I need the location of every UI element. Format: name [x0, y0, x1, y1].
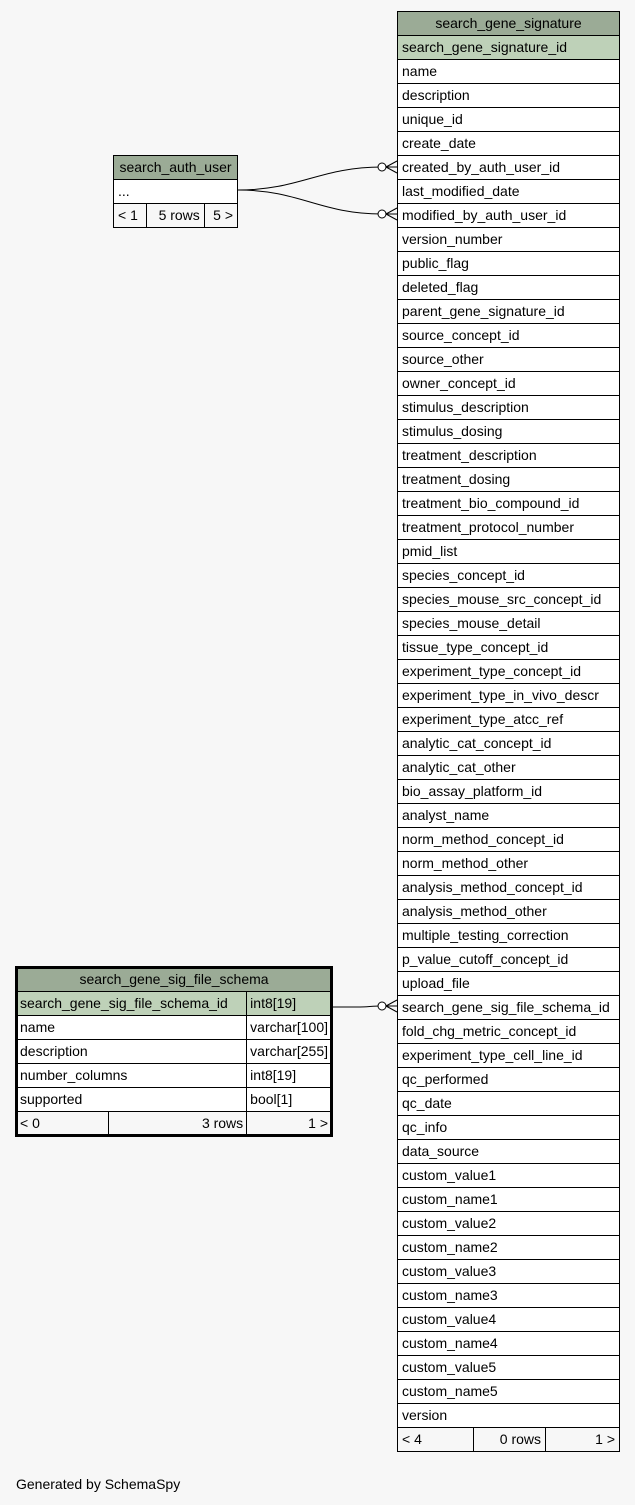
- column-name: norm_method_other: [398, 852, 620, 876]
- column-name: created_by_auth_user_id: [398, 156, 620, 180]
- column-name: custom_value1: [398, 1164, 620, 1188]
- column-name: qc_info: [398, 1116, 620, 1140]
- column-name: stimulus_dosing: [398, 420, 620, 444]
- column-name: custom_name3: [398, 1284, 620, 1308]
- table-row: [398, 708, 620, 732]
- column-name: search_gene_sig_file_schema_id: [398, 996, 620, 1020]
- table-search-auth-user[interactable]: [113, 155, 238, 228]
- table-row: [398, 348, 620, 372]
- table-row: [398, 204, 620, 228]
- column-name: search_gene_sig_file_schema_id: [17, 992, 247, 1016]
- table-row: [398, 108, 620, 132]
- table-row: [398, 684, 620, 708]
- table-row: [398, 972, 620, 996]
- table-row: [398, 1092, 620, 1116]
- parents-count: < 0: [17, 1112, 109, 1136]
- table-row: [398, 948, 620, 972]
- parents-count: < 1: [114, 204, 147, 228]
- edge-file-schema: [331, 1006, 382, 1007]
- table-row: [398, 372, 620, 396]
- table-row: [398, 564, 620, 588]
- table-row: [398, 1020, 620, 1044]
- table-row: [398, 852, 620, 876]
- column-name: deleted_flag: [398, 276, 620, 300]
- column-name: experiment_type_concept_id: [398, 660, 620, 684]
- table-search-gene-sig-file-schema[interactable]: [16, 967, 332, 1136]
- column-name: parent_gene_signature_id: [398, 300, 620, 324]
- table-row: [398, 612, 620, 636]
- table-row: [398, 1236, 620, 1260]
- table-row: [398, 1140, 620, 1164]
- table-row: [398, 1068, 620, 1092]
- column-name: analyst_name: [398, 804, 620, 828]
- table-row: [398, 1260, 620, 1284]
- children-count: 1 >: [546, 1428, 620, 1452]
- column-name: custom_name5: [398, 1380, 620, 1404]
- column-name: multiple_testing_correction: [398, 924, 620, 948]
- column-type: bool[1]: [247, 1088, 332, 1112]
- table-row: [398, 1332, 620, 1356]
- column-name: unique_id: [398, 108, 620, 132]
- table-row: [398, 324, 620, 348]
- table-row: [398, 276, 620, 300]
- table-row: [398, 1284, 620, 1308]
- collapsed-columns: ...: [114, 180, 238, 204]
- column-name: description: [17, 1040, 247, 1064]
- column-name: fold_chg_metric_concept_id: [398, 1020, 620, 1044]
- table-row: [17, 1016, 332, 1040]
- edge-created-by-crowfoot: [386, 161, 397, 173]
- parents-count: < 4: [398, 1428, 474, 1452]
- edge-modified-by-zero-marker: [378, 210, 386, 218]
- column-name: treatment_bio_compound_id: [398, 492, 620, 516]
- generated-by-label: Generated by SchemaSpy: [16, 1476, 181, 1492]
- column-name: bio_assay_platform_id: [398, 780, 620, 804]
- table-row: [398, 132, 620, 156]
- table-row: [398, 780, 620, 804]
- table-row: [398, 60, 620, 84]
- table-row: [398, 540, 620, 564]
- column-name: norm_method_concept_id: [398, 828, 620, 852]
- table-row: [398, 156, 620, 180]
- table-row: [398, 1188, 620, 1212]
- column-name: species_concept_id: [398, 564, 620, 588]
- table-row: [17, 1040, 332, 1064]
- row-count: 3 rows: [109, 1112, 247, 1136]
- table-row: [398, 420, 620, 444]
- column-name: version: [398, 1404, 620, 1428]
- column-name: name: [398, 60, 620, 84]
- column-name: stimulus_description: [398, 396, 620, 420]
- column-name: species_mouse_src_concept_id: [398, 588, 620, 612]
- column-name: experiment_type_in_vivo_descr: [398, 684, 620, 708]
- column-name: search_gene_signature_id: [398, 36, 620, 60]
- table-row: [398, 252, 620, 276]
- table-row: [17, 1088, 332, 1112]
- table-title[interactable]: search_auth_user: [114, 156, 238, 180]
- column-name: treatment_protocol_number: [398, 516, 620, 540]
- column-type: int8[19]: [247, 992, 332, 1016]
- column-name: p_value_cutoff_concept_id: [398, 948, 620, 972]
- edge-file-schema-crowfoot: [386, 1000, 397, 1012]
- table-row: [398, 468, 620, 492]
- table-row: [398, 660, 620, 684]
- table-row: [398, 516, 620, 540]
- column-name: supported: [17, 1088, 247, 1112]
- table-row: [398, 756, 620, 780]
- column-name: modified_by_auth_user_id: [398, 204, 620, 228]
- column-name: tissue_type_concept_id: [398, 636, 620, 660]
- column-type: varchar[255]: [247, 1040, 332, 1064]
- column-name: number_columns: [17, 1064, 247, 1088]
- table-row: [398, 924, 620, 948]
- column-name: description: [398, 84, 620, 108]
- column-name: qc_date: [398, 1092, 620, 1116]
- column-name: treatment_dosing: [398, 468, 620, 492]
- table-row: [398, 732, 620, 756]
- table-row: [398, 828, 620, 852]
- column-name: data_source: [398, 1140, 620, 1164]
- table-row: [17, 1064, 332, 1088]
- table-row: [398, 1164, 620, 1188]
- table-row: [398, 876, 620, 900]
- edge-modified-by-auth-user: [238, 190, 382, 214]
- table-row: [398, 84, 620, 108]
- table-row: [398, 1356, 620, 1380]
- column-name: public_flag: [398, 252, 620, 276]
- column-name: create_date: [398, 132, 620, 156]
- column-name: analysis_method_concept_id: [398, 876, 620, 900]
- column-name: species_mouse_detail: [398, 612, 620, 636]
- table-row: [398, 396, 620, 420]
- edge-created-by-auth-user: [238, 167, 382, 190]
- column-name: source_other: [398, 348, 620, 372]
- table-row: [398, 804, 620, 828]
- column-name: custom_name2: [398, 1236, 620, 1260]
- column-name: custom_name1: [398, 1188, 620, 1212]
- table-row: [398, 228, 620, 252]
- children-count: 5 >: [204, 204, 237, 228]
- column-name: qc_performed: [398, 1068, 620, 1092]
- column-name: version_number: [398, 228, 620, 252]
- column-name: last_modified_date: [398, 180, 620, 204]
- table-row: [398, 1044, 620, 1068]
- table-row: [398, 588, 620, 612]
- column-name: experiment_type_cell_line_id: [398, 1044, 620, 1068]
- edge-file-schema-zero-marker: [378, 1002, 386, 1010]
- column-name: experiment_type_atcc_ref: [398, 708, 620, 732]
- table-title[interactable]: search_gene_sig_file_schema: [17, 968, 332, 992]
- column-name: pmid_list: [398, 540, 620, 564]
- column-type: int8[19]: [247, 1064, 332, 1088]
- table-row: [398, 300, 620, 324]
- column-name: custom_name4: [398, 1332, 620, 1356]
- table-row: [398, 900, 620, 924]
- column-name: analytic_cat_other: [398, 756, 620, 780]
- column-name: custom_value5: [398, 1356, 620, 1380]
- table-search-gene-signature[interactable]: [397, 11, 620, 1452]
- table-row: [398, 444, 620, 468]
- row-count: 5 rows: [147, 204, 205, 228]
- table-title[interactable]: search_gene_signature: [398, 12, 620, 36]
- column-type: varchar[100]: [247, 1016, 332, 1040]
- column-name: analysis_method_other: [398, 900, 620, 924]
- edge-modified-by-crowfoot: [386, 208, 397, 220]
- column-name: analytic_cat_concept_id: [398, 732, 620, 756]
- column-name: custom_value4: [398, 1308, 620, 1332]
- table-row: [398, 996, 620, 1020]
- column-name: source_concept_id: [398, 324, 620, 348]
- column-name: owner_concept_id: [398, 372, 620, 396]
- table-row: [398, 1380, 620, 1404]
- table-row: [398, 636, 620, 660]
- table-row: [398, 492, 620, 516]
- table-row: [17, 992, 332, 1016]
- edge-created-by-zero-marker: [378, 163, 386, 171]
- table-row: [398, 36, 620, 60]
- table-row: [398, 1308, 620, 1332]
- children-count: 1 >: [247, 1112, 332, 1136]
- row-count: 0 rows: [474, 1428, 546, 1452]
- column-name: custom_value2: [398, 1212, 620, 1236]
- column-name: name: [17, 1016, 247, 1040]
- column-name: upload_file: [398, 972, 620, 996]
- column-name: custom_value3: [398, 1260, 620, 1284]
- column-name: treatment_description: [398, 444, 620, 468]
- table-row: [398, 1116, 620, 1140]
- table-row: [398, 180, 620, 204]
- table-row: [398, 1404, 620, 1428]
- table-row: [398, 1212, 620, 1236]
